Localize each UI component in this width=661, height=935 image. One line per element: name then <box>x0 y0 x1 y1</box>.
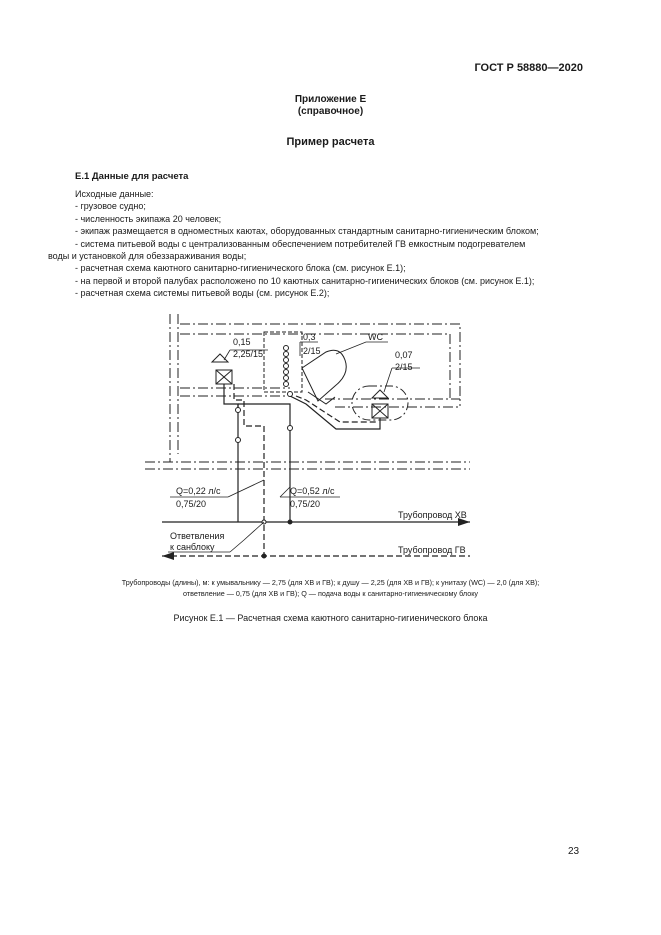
list-item: - на первой и второй палубах расположено по 10 каютных санитарно-гигиенических блоков (см. рисунок Е.1); <box>75 275 535 286</box>
initial-data-block <box>48 188 588 300</box>
pipe-joint <box>236 408 241 413</box>
subsection-title: Е.1 Данные для расчета <box>75 171 189 182</box>
list-item: - расчетная схема каютного санитарно-гигиенического блока (см. рисунок Е.1); <box>75 263 406 274</box>
figure-caption: Рисунок Е.1 — Расчетная схема каютного санитарно-гигиенического блока <box>173 613 488 623</box>
hot-pipe-label: Трубопровод ГВ <box>398 545 466 555</box>
branches-label-line1: Ответвления <box>170 531 225 541</box>
list-item-continuation: воды и установкой для обеззараживания воды; <box>48 251 247 262</box>
list-item: - расчетная схема системы питьевой воды (см. рисунок Е.2); <box>75 288 330 299</box>
page-number: 23 <box>568 846 580 857</box>
figure-note-line: ответвление — 0,75 (для ХВ и ГВ); Q — подача воды к санитарно-гигиеническому блоку <box>182 589 479 598</box>
appendix-title: Приложение Е <box>294 94 367 105</box>
figure-notes <box>0 577 661 599</box>
branches-label-line2: к санблоку <box>170 542 215 552</box>
wc-tap-icon <box>372 390 388 398</box>
pipe-joint <box>288 392 293 397</box>
standard-number: ГОСТ Р 58880—2020 <box>474 62 583 74</box>
list-item: - экипаж размещается в одноместных каютах, оборудованных стандартным санитарно-гигиеническим блоком; <box>75 226 539 237</box>
shower-coil-icon <box>284 346 289 387</box>
wc-pipe-label: 2/15 <box>395 362 413 372</box>
section-title: Пример расчета <box>286 136 375 148</box>
shower-enclosure <box>264 332 302 392</box>
cold-pipe-label: Трубопровод ХВ <box>398 510 467 520</box>
branch-left-q-label: Q=0,22 л/с <box>176 486 221 496</box>
appendix-subtitle: (справочное) <box>297 106 364 117</box>
list-item: - система питьевой воды с централизованным обеспечением потребителей ГВ емкостным подогревателем <box>75 238 526 249</box>
list-item: - грузовое судно; <box>75 201 146 212</box>
pipe-joint <box>288 426 293 431</box>
pipe-joint <box>288 520 292 524</box>
figure-note-line: Трубопроводы (длины), м: к умывальнику — 2,75 (для ХВ и ГВ); к душу — 2,25 (для ХВ и ГВ); к унитазу (WC) — 2,0 (для ХВ); <box>121 578 540 587</box>
sink-valve-cross <box>216 370 232 384</box>
branch-left-pipe-label: 0,75/20 <box>176 499 207 509</box>
pipe-joint <box>236 438 241 443</box>
branch-right-pipe-label: 0,75/20 <box>290 499 321 509</box>
wc-bowl-icon <box>302 350 346 401</box>
flow-arrow-icon <box>162 552 174 560</box>
pipe-joint <box>262 554 266 558</box>
sink-flow-label: 0,15 <box>233 337 251 347</box>
shower-flow-label: 0,3 <box>303 332 316 342</box>
shower-pipe-label: 2/15 <box>303 346 321 356</box>
wc-detail-outline <box>352 386 408 420</box>
wc-valve-cross <box>372 404 388 418</box>
list-item: - численность экипажа 20 человек; <box>75 213 222 224</box>
wc-label: WC <box>368 332 383 342</box>
wc-flow-label: 0,07 <box>395 350 413 360</box>
sink-pipe-label: 2,25/15 <box>233 349 264 359</box>
leader-lines <box>168 342 420 552</box>
appendix-heading <box>0 94 661 118</box>
wall-line <box>180 324 460 406</box>
initial-data-intro: Исходные данные: <box>75 189 154 199</box>
sanitary-block-diagram <box>140 304 480 574</box>
figure-e1 <box>140 304 480 579</box>
branch-right-q-label: Q=0,52 л/с <box>290 486 335 496</box>
